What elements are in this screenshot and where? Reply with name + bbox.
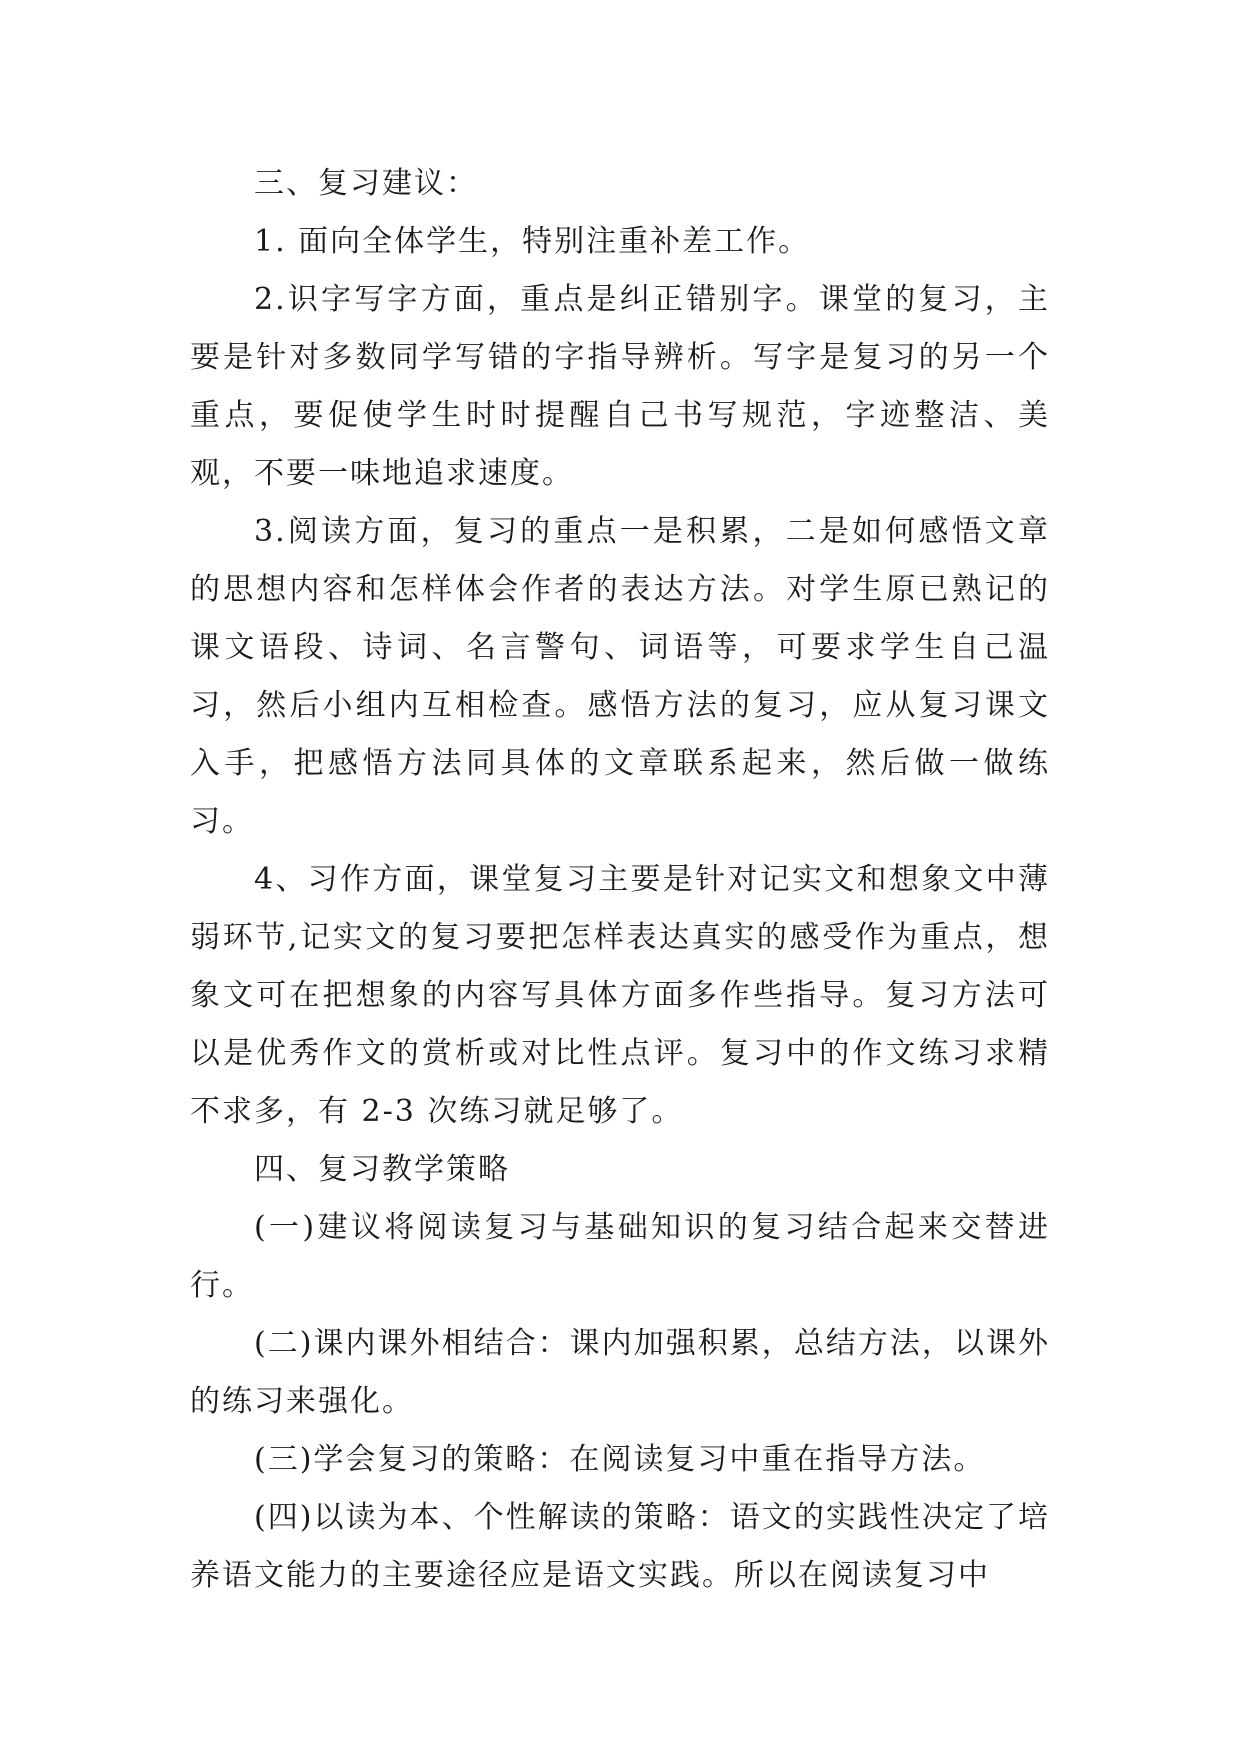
paragraph-item-1: 1. 面向全体学生，特别注重补差工作。 <box>254 224 811 259</box>
strategy-paragraph-1: (一)建议将阅读复习与基础知识的复习结合起来交替进行。 <box>190 1210 1050 1303</box>
strategy-paragraph-2: (二)课内课外相结合：课内加强积累，总结方法，以课外的练习来强化。 <box>190 1326 1050 1419</box>
section-heading-teaching-strategies: 四、复习教学策略 <box>254 1152 510 1187</box>
paragraph-item-3: 3.阅读方面，复习的重点一是积累，二是如何感悟文章的思想内容和怎样体会作者的表达方法。对学生原已熟记的课文语段、诗词、名言警句、词语等，可要求学生自己温习，然后小组内互相检查。感悟方法的复习，应从复习课文入手，把感悟方法同具体的文章联系起来，然后做一做练习。 <box>190 514 1050 839</box>
paragraph-item-2: 2.识字写字方面，重点是纠正错别字。课堂的复习，主要是针对多数同学写错的字指导辨析。写字是复习的另一个重点，要促使学生时时提醒自己书写规范，字迹整洁、美观，不要一味地追求速度。 <box>190 282 1050 491</box>
section-heading-review-suggestions: 三、复习建议： <box>254 166 478 201</box>
strategy-paragraph-4: (四)以读为本、个性解读的策略：语文的实践性决定了培养语文能力的主要途径应是语文实践。所以在阅读复习中 <box>190 1500 1050 1593</box>
document-body <box>190 155 1050 1605</box>
strategy-paragraph-3: (三)学会复习的策略：在阅读复习中重在指导方法。 <box>254 1442 986 1477</box>
paragraph-item-4: 4、习作方面，课堂复习主要是针对记实文和想象文中薄弱环节,记实文的复习要把怎样表达真实的感受作为重点，想象文可在把想象的内容写具体方面多作些指导。复习方法可以是优秀作文的赏析或对比性点评。复习中的作文练习求精不求多，有 2-3 次练习就足够了。 <box>190 862 1050 1129</box>
